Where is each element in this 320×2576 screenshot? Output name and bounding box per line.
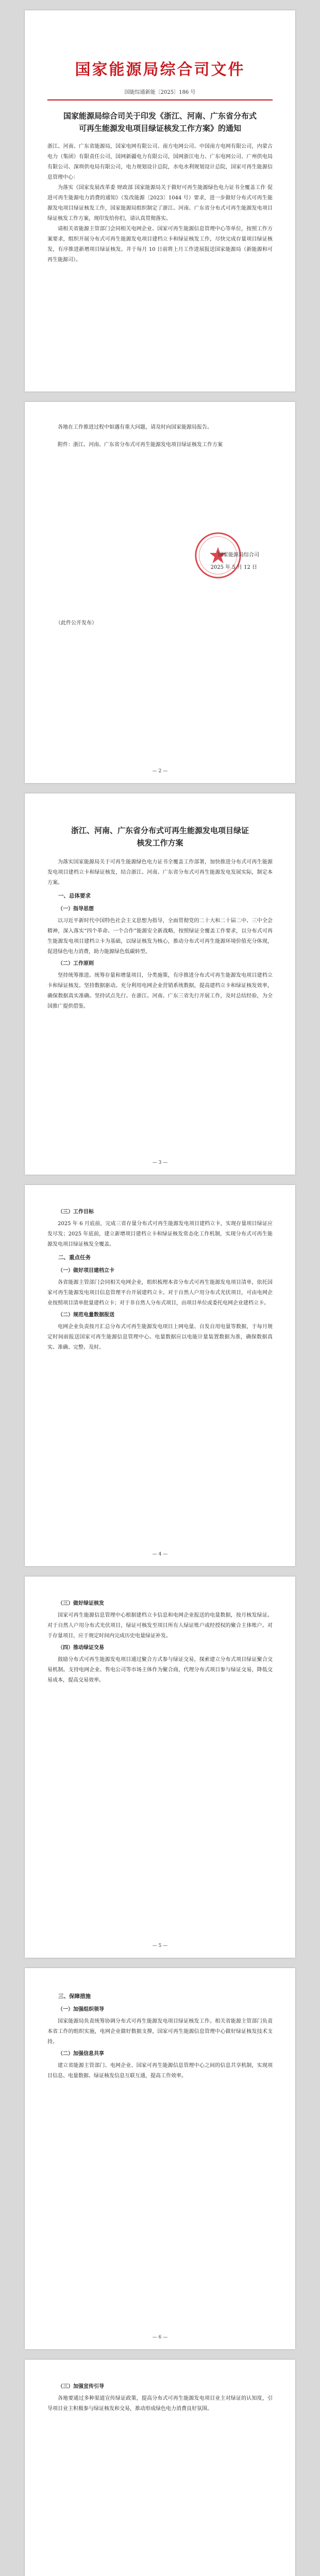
salutation: 浙江、河南、广东省能源局，国家电网有限公司、南方电网公司、中国南方电网有限公司，内蒙古电力（集团）有限责任公司，国网新疆电力有限公司，国网浙江电力、广东电网公司、广州供电局有限公司、深圳供电局有限公司，电力规划设计总院，水电水利规划设计总院，国家可再生能源信息管理中心： [47, 144, 273, 180]
document-page-5 [25, 1577, 295, 1958]
document-page-2 [25, 402, 295, 783]
subsection-heading: （二）规范电量数据报送 [58, 1312, 114, 1318]
subsection-heading: （三）工作目标 [58, 1209, 94, 1215]
page-number: — 6 — [152, 2335, 168, 2340]
subsection-heading: （三）加强宣传引导 [58, 2384, 104, 2389]
signature-block [182, 531, 259, 592]
page-number: — 2 — [152, 769, 168, 774]
notice-paragraph-3: 各地在工作推进过程中如遇有重大问题，请及时向国家能源局报告。 [58, 425, 212, 430]
plan-title: 浙江、河南、广东省分布式可再生能源发电项目绿证核发工作方案 [71, 826, 249, 848]
subsection-text: 各地要通过多种渠道宣传绿证政策，提高分布式可再生能源发电项目业主对绿证的认知度，引导项目业主积极参与绿证核发和交易，推动形成绿色电力消费良好氛围。 [47, 2396, 273, 2412]
page-number: — 5 — [152, 1943, 168, 1948]
subsection-heading: （二）工作原则 [58, 961, 94, 967]
subsection-text: 建立省能源主管部门、电网企业、国家可再生能源信息管理中心之间的信息共享机制，实现项目信息、电量数据、绿证核发信息互联互通，提高工作效率。 [47, 2063, 273, 2079]
attachment-line: 附件：浙江、河南、广东省分布式可再生能源发电项目绿证核发工作方案 [58, 442, 223, 448]
subsection-text: 国家能源局负责统筹协调分布式可再生能源发电项目绿证核发工作。相关省能源主管部门负责本省工作的组织实施，电网企业做好数据支撑，国家可再生能源信息管理中心做好绿证核发技术支持。 [47, 2019, 273, 2045]
subsection-text: 坚持统筹推进。统筹存量和增量项目，分类施策，有序推进分布式可再生能源发电项目建档立卡和绿证核发。坚持数据驱动。充分利用电网企业营销系统数据，提高建档立卡和绿证核发效率，确保数据真实准确。坚持试点先行。在浙江、河南、广东三省先行开展工作，及时总结经验，为全国推广提供借鉴。 [47, 973, 273, 1009]
document-number: 国能综通新能〔2025〕186 号 [124, 90, 196, 95]
document-page-7 [25, 2360, 295, 2576]
document-page-4 [25, 1185, 295, 1566]
section-heading: 三、保障措施 [58, 1993, 91, 1999]
subsection-text: 2025 年 6 月底前，完成三省存量分布式可再生能源发电项目建档立卡，实现存量项目绿证应发尽发；2025 年底前，建立新增项目建档立卡和绿证核发常态化工作机制，实现分布式可再生能源发电项目绿证核发全覆盖。 [47, 1221, 273, 1247]
subsection-heading: （三）做好绿证核发 [58, 1601, 104, 1606]
org-header-title: 国家能源局综合司文件 [75, 61, 245, 79]
subsection-text: 各省能源主管部门会同相关电网企业，组织梳理本省分布式可再生能源发电项目清单，依托国家可再生能源发电项目信息管理平台开展建档立卡。对于自然人户用分布式光伏项目，可由电网企业按照项目清单批量建档立卡；对于非自然人分布式项目，由项目单位或委托电网企业建档立卡。 [47, 1280, 273, 1306]
subsection-heading: （一）指导思想 [58, 906, 94, 912]
subsection-text: 电网企业负责按月汇总分布式可再生能源发电项目上网电量、自发自用电量等数据，于每月规定时间前报送国家可再生能源信息管理中心。电量数据应以电能计量装置数据为准，确保数据真实、准确、完整、及时。 [47, 1324, 273, 1350]
subsection-heading: （一）加强组织领导 [58, 2007, 104, 2012]
page-number: — 3 — [152, 1160, 168, 1165]
document-page-1 [25, 10, 295, 392]
notice-paragraph-1: 为落实《国家发展改革委 财政部 国家能源局关于做好可再生能源绿色电力证书全覆盖工作 促进可再生能源电力消费的通知》（发改能源〔2023〕1044 号）要求，进一步做好分布式可再生能源发电项目绿证核发工作，国家能源局组织制定了浙江、河南、广东省分布式可再生能源发电项目绿证核发工作方案，现印发给你们，请认真贯彻落实。 [47, 185, 273, 222]
subsection-heading: （一）做好项目建档立卡 [58, 1268, 114, 1274]
signing-date: 2025 年 5 月 12 日 [210, 565, 257, 570]
subsection-heading: （四）推动绿证交易 [58, 1645, 104, 1651]
red-divider [47, 99, 273, 100]
publication-note: （此件公开发布） [56, 620, 97, 626]
notice-paragraph-2: 请相关省能源主管部门会同相关电网企业、国家可再生能源信息管理中心等单位，按照工作方案要求，组织开展分布式可再生能源发电项目建档立卡和绿证核发工作，尽快完成存量项目绿证核发，有序推进新增项目绿证核发。并于每月 10 日前将上月工作进展报送国家能源局（新能源和可再生能源司）。 [47, 226, 273, 263]
signing-organization: 国家能源局综合司 [218, 552, 259, 558]
section-heading: 二、重点任务 [58, 1255, 91, 1261]
subsection-heading: （二）加强信息共享 [58, 2051, 104, 2057]
document-page-3 [25, 793, 295, 1175]
section-heading: 一、总体要求 [58, 893, 91, 899]
document-page-6 [25, 1968, 295, 2349]
subsection-text: 以习近平新时代中国特色社会主义思想为指导，全面贯彻党的二十大和二十届二中、三中全会精神，深入落实“四个革命、一个合作”能源安全新战略，按照绿证全覆盖工作要求，以分布式可再生能源发电项目建档立卡为基础，以绿证核发为核心，推动分布式可再生能源环境价值充分体现，促进绿色电力消费，助力能源绿色低碳转型。 [47, 918, 273, 955]
page-number: — 4 — [152, 1552, 168, 1557]
notice-title: 国家能源局综合司关于印发《浙江、河南、广东省分布式可再生能源发电项目绿证核发工作方案》的通知 [63, 111, 257, 133]
subsection-text: 国家可再生能源信息管理中心根据建档立卡信息和电网企业报送的电量数据，按月核发绿证。对于自然人户用分布式光伏项目，绿证可核发至项目所有人绿证账户或经授权的聚合主体账户。对于存量项目，应于规定时间内完成历史电量绿证补发。 [47, 1613, 273, 1639]
subsection-text: 鼓励分布式可再生能源发电项目通过聚合方式参与绿证交易，探索建立分布式项目绿证聚合交易机制。支持电网企业、售电公司等市场主体作为聚合商，代理分布式项目参与绿证交易，降低交易成本，提高交易效率。 [47, 1657, 273, 1683]
plan-intro: 为落实国家能源局关于可再生能源绿色电力证书全覆盖工作部署，加快推进分布式可再生能源发电项目建档立卡和绿证核发，结合浙江、河南、广东省分布式可再生能源发电发展实际，制定本方案。 [47, 859, 273, 886]
